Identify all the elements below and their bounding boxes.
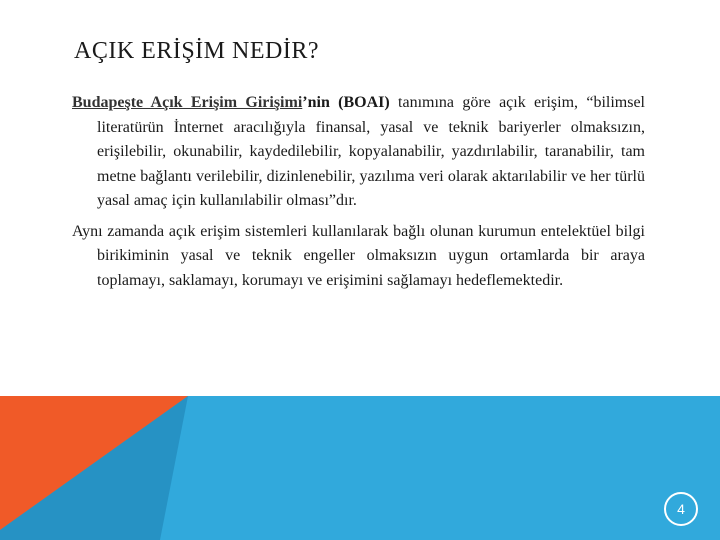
footer-decorative-band (0, 396, 720, 540)
definition-text: tanımına göre açık erişim, “bilimsel literatürün İnternet aracılığıyla finansal, yasal ve teknik bariyerler olmaksızın, erişilebilir, okunabilir, kaydedilebilir, kopyalanabilir, yazdırılabilir, taranabilir, tam metne bağlantı verilebilir, dizinlenebilir, yazılıma veri olarak aktarılabilir ve her türlü yasal amaç için kullanılabilir olması”dır. (97, 94, 645, 209)
page-number: 4 (677, 501, 685, 517)
paragraph-boai-definition (72, 91, 645, 214)
boai-suffix: ’nin (302, 94, 330, 111)
slide-title: AÇIK ERİŞİM NEDİR? (74, 38, 319, 64)
slide-body (72, 91, 645, 299)
page-number-badge (664, 492, 698, 526)
paragraph-institutional-goal: Aynı zamanda açık erişim sistemleri kullanılarak bağlı olunan kurumun entelektüel bilgi birikiminin yasal ve teknik engeller olmaksızın uygun ortamlarda bir araya toplamayı, saklamayı, korumayı ve erişimini sağlamayı hedeflemektedir. (72, 222, 645, 289)
boai-link[interactable]: Budapeşte Açık Erişim Girişimi (72, 94, 303, 111)
boai-abbrev: (BOAI) (338, 94, 390, 111)
